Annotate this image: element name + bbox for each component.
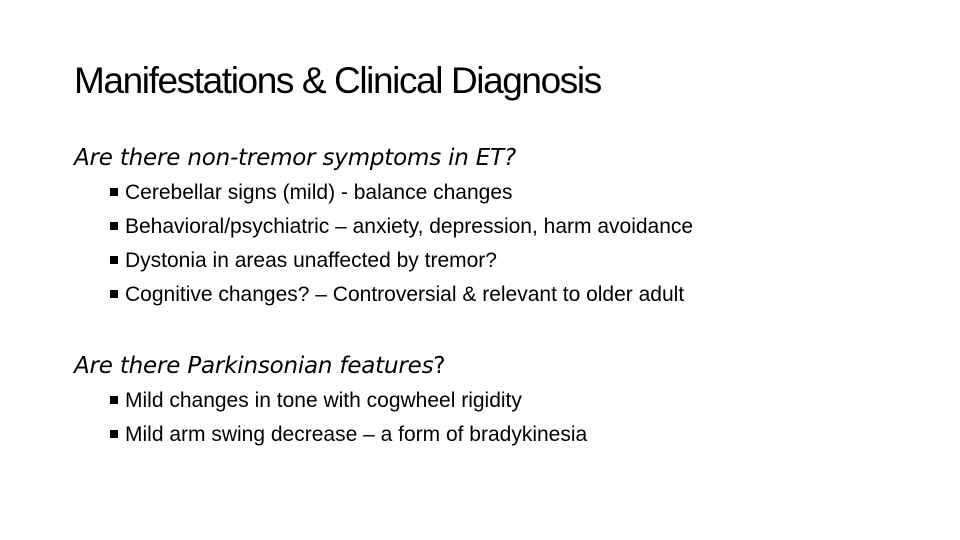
square-bullet-icon <box>110 430 118 438</box>
bullet-item <box>110 384 587 418</box>
square-bullet-icon <box>110 188 118 196</box>
bullet-text: Behavioral/psychiatric – anxiety, depression, harm avoidance <box>125 215 694 238</box>
question-tail: ? <box>433 353 446 379</box>
bullet-item <box>110 210 693 244</box>
bullet-item <box>110 418 587 452</box>
bullet-item <box>110 278 693 312</box>
bullet-text: Cerebellar signs (mild) - balance changes <box>125 181 513 204</box>
square-bullet-icon <box>110 222 118 230</box>
section-parkinsonian-features <box>74 348 587 452</box>
bullet-list <box>74 176 693 312</box>
bullet-text: Dystonia in areas unaffected by tremor? <box>125 249 497 272</box>
question-text: Are there Parkinsonian features <box>74 353 434 379</box>
bullet-item <box>110 176 693 210</box>
slide-title: Manifestations & Clinical Diagnosis <box>74 60 601 101</box>
bullet-text: Mild arm swing decrease – a form of bradykinesia <box>125 423 588 446</box>
square-bullet-icon <box>110 256 118 264</box>
question-text: Are there non-tremor symptoms in ET? <box>74 145 516 171</box>
square-bullet-icon <box>110 396 118 404</box>
section-non-tremor-symptoms <box>74 140 693 312</box>
section-question <box>74 348 587 384</box>
bullet-text: Mild changes in tone with cogwheel rigidity <box>125 389 522 412</box>
bullet-list <box>74 384 587 452</box>
square-bullet-icon <box>110 290 118 298</box>
bullet-text: Cognitive changes? – Controversial & relevant to older adult <box>125 283 685 306</box>
section-question <box>74 140 693 176</box>
bullet-item <box>110 244 693 278</box>
